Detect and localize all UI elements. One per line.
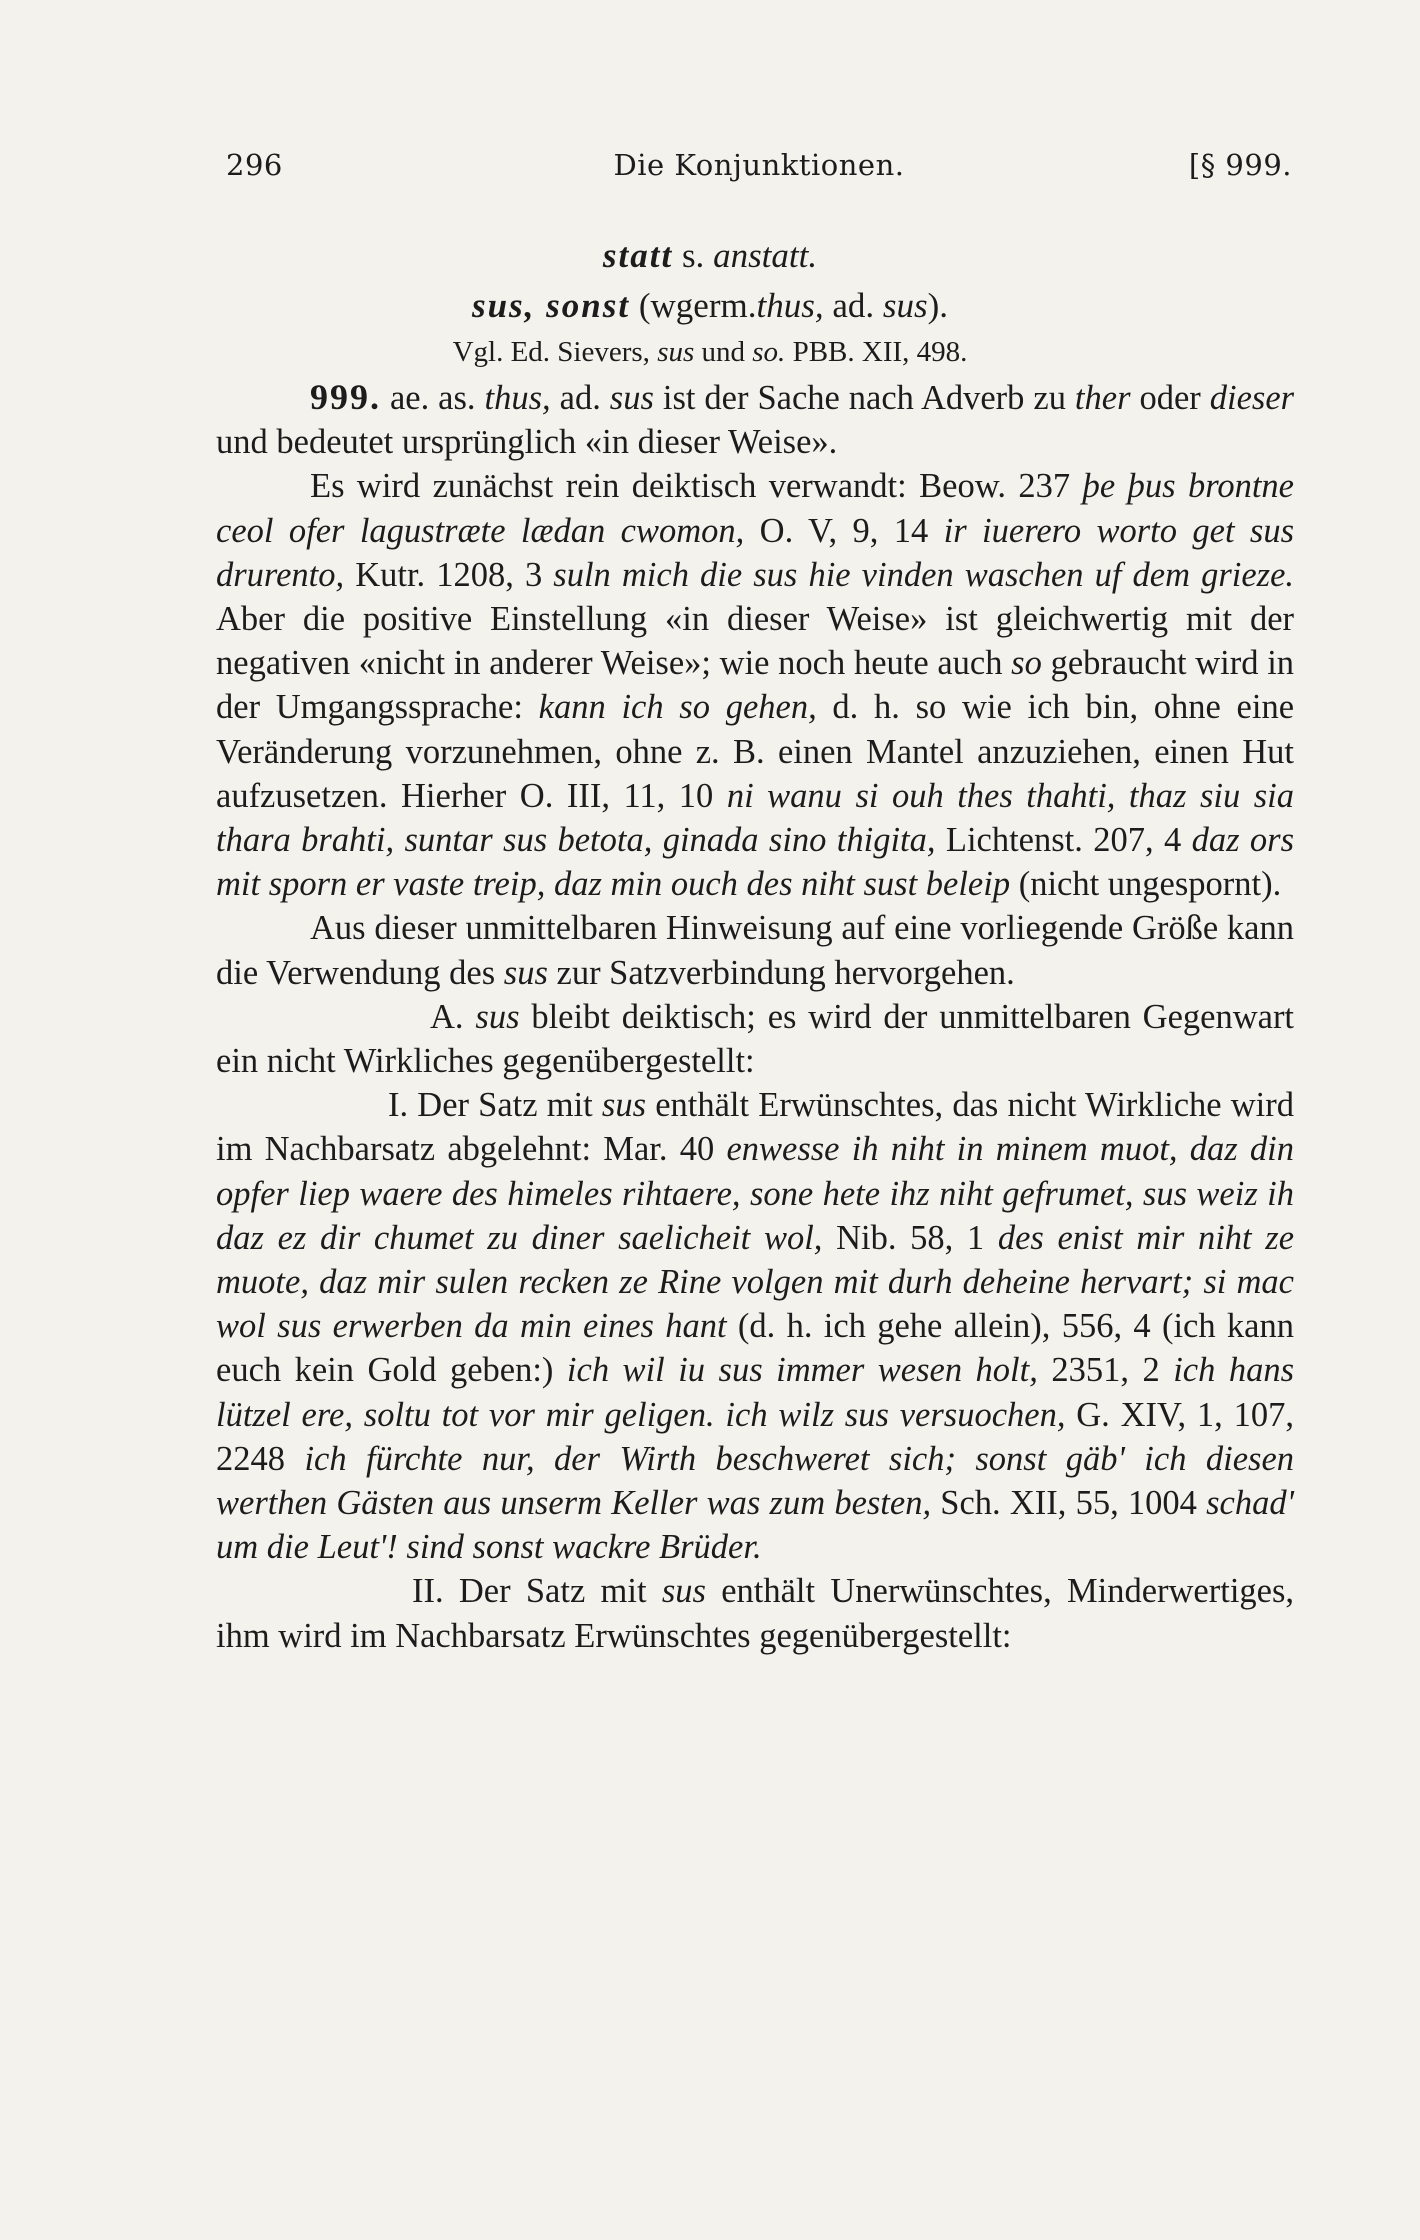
text: I. Der Satz mit bbox=[388, 1086, 593, 1125]
text: (nicht ungespornt). bbox=[1018, 865, 1282, 904]
entry-headword: sus, sonst bbox=[471, 286, 631, 325]
text: und bedeutet ursprünglich «in dieser Weise». bbox=[216, 423, 838, 462]
entry-text: (wgerm. bbox=[638, 286, 757, 325]
text: ae. as. bbox=[389, 379, 476, 417]
paragraph-999 bbox=[216, 375, 1294, 464]
form: sus bbox=[609, 379, 654, 417]
quotation: ir iuerero worto get sus drurento, bbox=[216, 511, 1295, 594]
text: A. bbox=[430, 997, 464, 1036]
paragraph-deictic bbox=[216, 464, 1294, 906]
reference-line bbox=[0, 336, 1420, 369]
entry-text: ad. bbox=[832, 286, 875, 325]
entry-crossref: anstatt. bbox=[713, 236, 818, 275]
form: sus bbox=[503, 953, 548, 992]
form: ther bbox=[1074, 379, 1131, 417]
ref-form: sus bbox=[657, 336, 695, 368]
quotation: schad' um die Leut'! sind sonst wackre Brüder. bbox=[216, 1484, 1294, 1567]
entry-text: ). bbox=[927, 286, 949, 325]
citation: G. XIV, 1, 107, 2248 bbox=[216, 1395, 1294, 1478]
text: Aus dieser unmittelbaren Hinweisung auf eine vorliegende Größe kann die Verwendung des bbox=[216, 909, 1294, 992]
form: thus, bbox=[484, 379, 551, 417]
paragraph-transition bbox=[216, 906, 1294, 994]
text: gebraucht wird in der Umgangssprache: bbox=[216, 644, 1295, 727]
running-header bbox=[226, 148, 1292, 192]
text: enthält Erwünschtes, das nicht Wirkliche wird im Nachbarsatz abgelehnt: Mar. 40 bbox=[216, 1086, 1294, 1169]
text: Es wird zunächst rein deiktisch verwandt: Beow. 237 bbox=[310, 467, 1071, 506]
text: bleibt deiktisch; es wird der unmittelbaren Gegenwart ein nicht Wirkliches gegenübergestellt: bbox=[216, 997, 1295, 1081]
section-marker: [§ 999. bbox=[1188, 148, 1292, 182]
citation: Lichtenst. 207, 4 bbox=[945, 821, 1182, 860]
entry-sus-sonst bbox=[0, 286, 1420, 326]
text: d. h. so wie ich bin, ohne eine Veränderung vorzunehmen, ohne z. B. einen Mantel anzuziehen, einen Hut aufzusetzen. Hierher O. III, 11, 10 bbox=[216, 688, 1295, 815]
text: (d. h. ich gehe allein), 556, 4 (ich kann euch kein Gold geben:) bbox=[216, 1307, 1294, 1390]
text: Aber die positive Einstellung «in dieser Weise» ist gleichwertig mit der negativen «nicht in anderer Weise»; wie noch heute auch bbox=[216, 600, 1294, 683]
citation: O. V, 9, 14 bbox=[759, 511, 929, 550]
ref-text: Vgl. Ed. Sievers, bbox=[452, 336, 650, 368]
paragraph-section-i bbox=[216, 1083, 1294, 1569]
text: enthält Unerwünschtes, Minderwertiges, ihm wird im Nachbarsatz Erwünschtes gegenübergestellt: bbox=[216, 1572, 1295, 1655]
text: zur Satzverbindung hervorgehen. bbox=[556, 953, 1015, 992]
citation: 2351, 2 bbox=[1051, 1351, 1160, 1390]
text: II. Der Satz mit bbox=[412, 1572, 647, 1611]
quotation: ni wanu si ouh thes thahti, thaz siu sia thara brahti, suntar sus betota, ginada sino thigita, bbox=[216, 776, 1294, 860]
citation: Sch. XII, 55, 1004 bbox=[940, 1484, 1197, 1523]
text: oder bbox=[1139, 379, 1201, 417]
quotation: ich fürchte nur, der Wirth beschweret sich; sonst gäb' ich diesen werthen Gästen aus unserm Keller was zum besten, bbox=[216, 1439, 1295, 1523]
text: ad. bbox=[559, 379, 601, 417]
quotation: ich hans lützel ere, soltu tot vor mir geligen. ich wilz sus versuochen, bbox=[216, 1351, 1294, 1434]
ref-text: und bbox=[701, 336, 746, 368]
entry-headword: statt bbox=[602, 236, 674, 275]
form: sus bbox=[475, 997, 520, 1036]
form: so bbox=[1011, 644, 1042, 683]
form: sus bbox=[601, 1086, 647, 1125]
quotation: daz ors mit sporn er vaste treip, daz min ouch des niht sust beleip bbox=[216, 821, 1295, 904]
quotation: des enist mir niht ze muote, daz mir sulen recken ze Rine volgen mit durh deheine hervart; si mac wol sus erwerben da min eines hant bbox=[216, 1218, 1295, 1346]
quotation: suln mich die sus hie vinden waschen uf dem grieze. bbox=[553, 555, 1295, 594]
chapter-title: Die Konjunktionen. bbox=[613, 148, 905, 182]
page-number: 296 bbox=[226, 148, 283, 182]
citation: Nib. 58, 1 bbox=[836, 1218, 985, 1257]
entry-text: s. bbox=[681, 236, 705, 275]
paragraph-section-a bbox=[216, 995, 1294, 1083]
quotation: kann ich so gehen, bbox=[538, 688, 817, 727]
entry-statt bbox=[0, 236, 1420, 276]
text: ist der Sache nach Adverb zu bbox=[662, 379, 1066, 417]
body-text bbox=[216, 375, 1294, 1658]
quotation: þe þus brontne ceol ofer lagustræte lædan cwomon, bbox=[216, 467, 1294, 550]
entry-form: thus, bbox=[756, 286, 824, 325]
paragraph-section-ii bbox=[216, 1569, 1294, 1657]
quotation: ich wil iu sus immer wesen holt, bbox=[566, 1351, 1038, 1390]
form: sus bbox=[661, 1572, 706, 1611]
citation: Kutr. 1208, 3 bbox=[355, 555, 543, 594]
entry-form: sus bbox=[882, 286, 928, 325]
ref-text: PBB. XII, 498. bbox=[792, 336, 968, 368]
section-number: 999. bbox=[310, 377, 381, 417]
ref-form: so. bbox=[752, 336, 786, 368]
quotation: enwesse ih niht in minem muot, daz din opfer liep waere des himeles rihtaere, sone hete ihz niht gefrumet, sus weiz ih daz ez dir chumet zu diner saelicheit wol, bbox=[216, 1130, 1295, 1257]
form: dieser bbox=[1209, 379, 1295, 417]
